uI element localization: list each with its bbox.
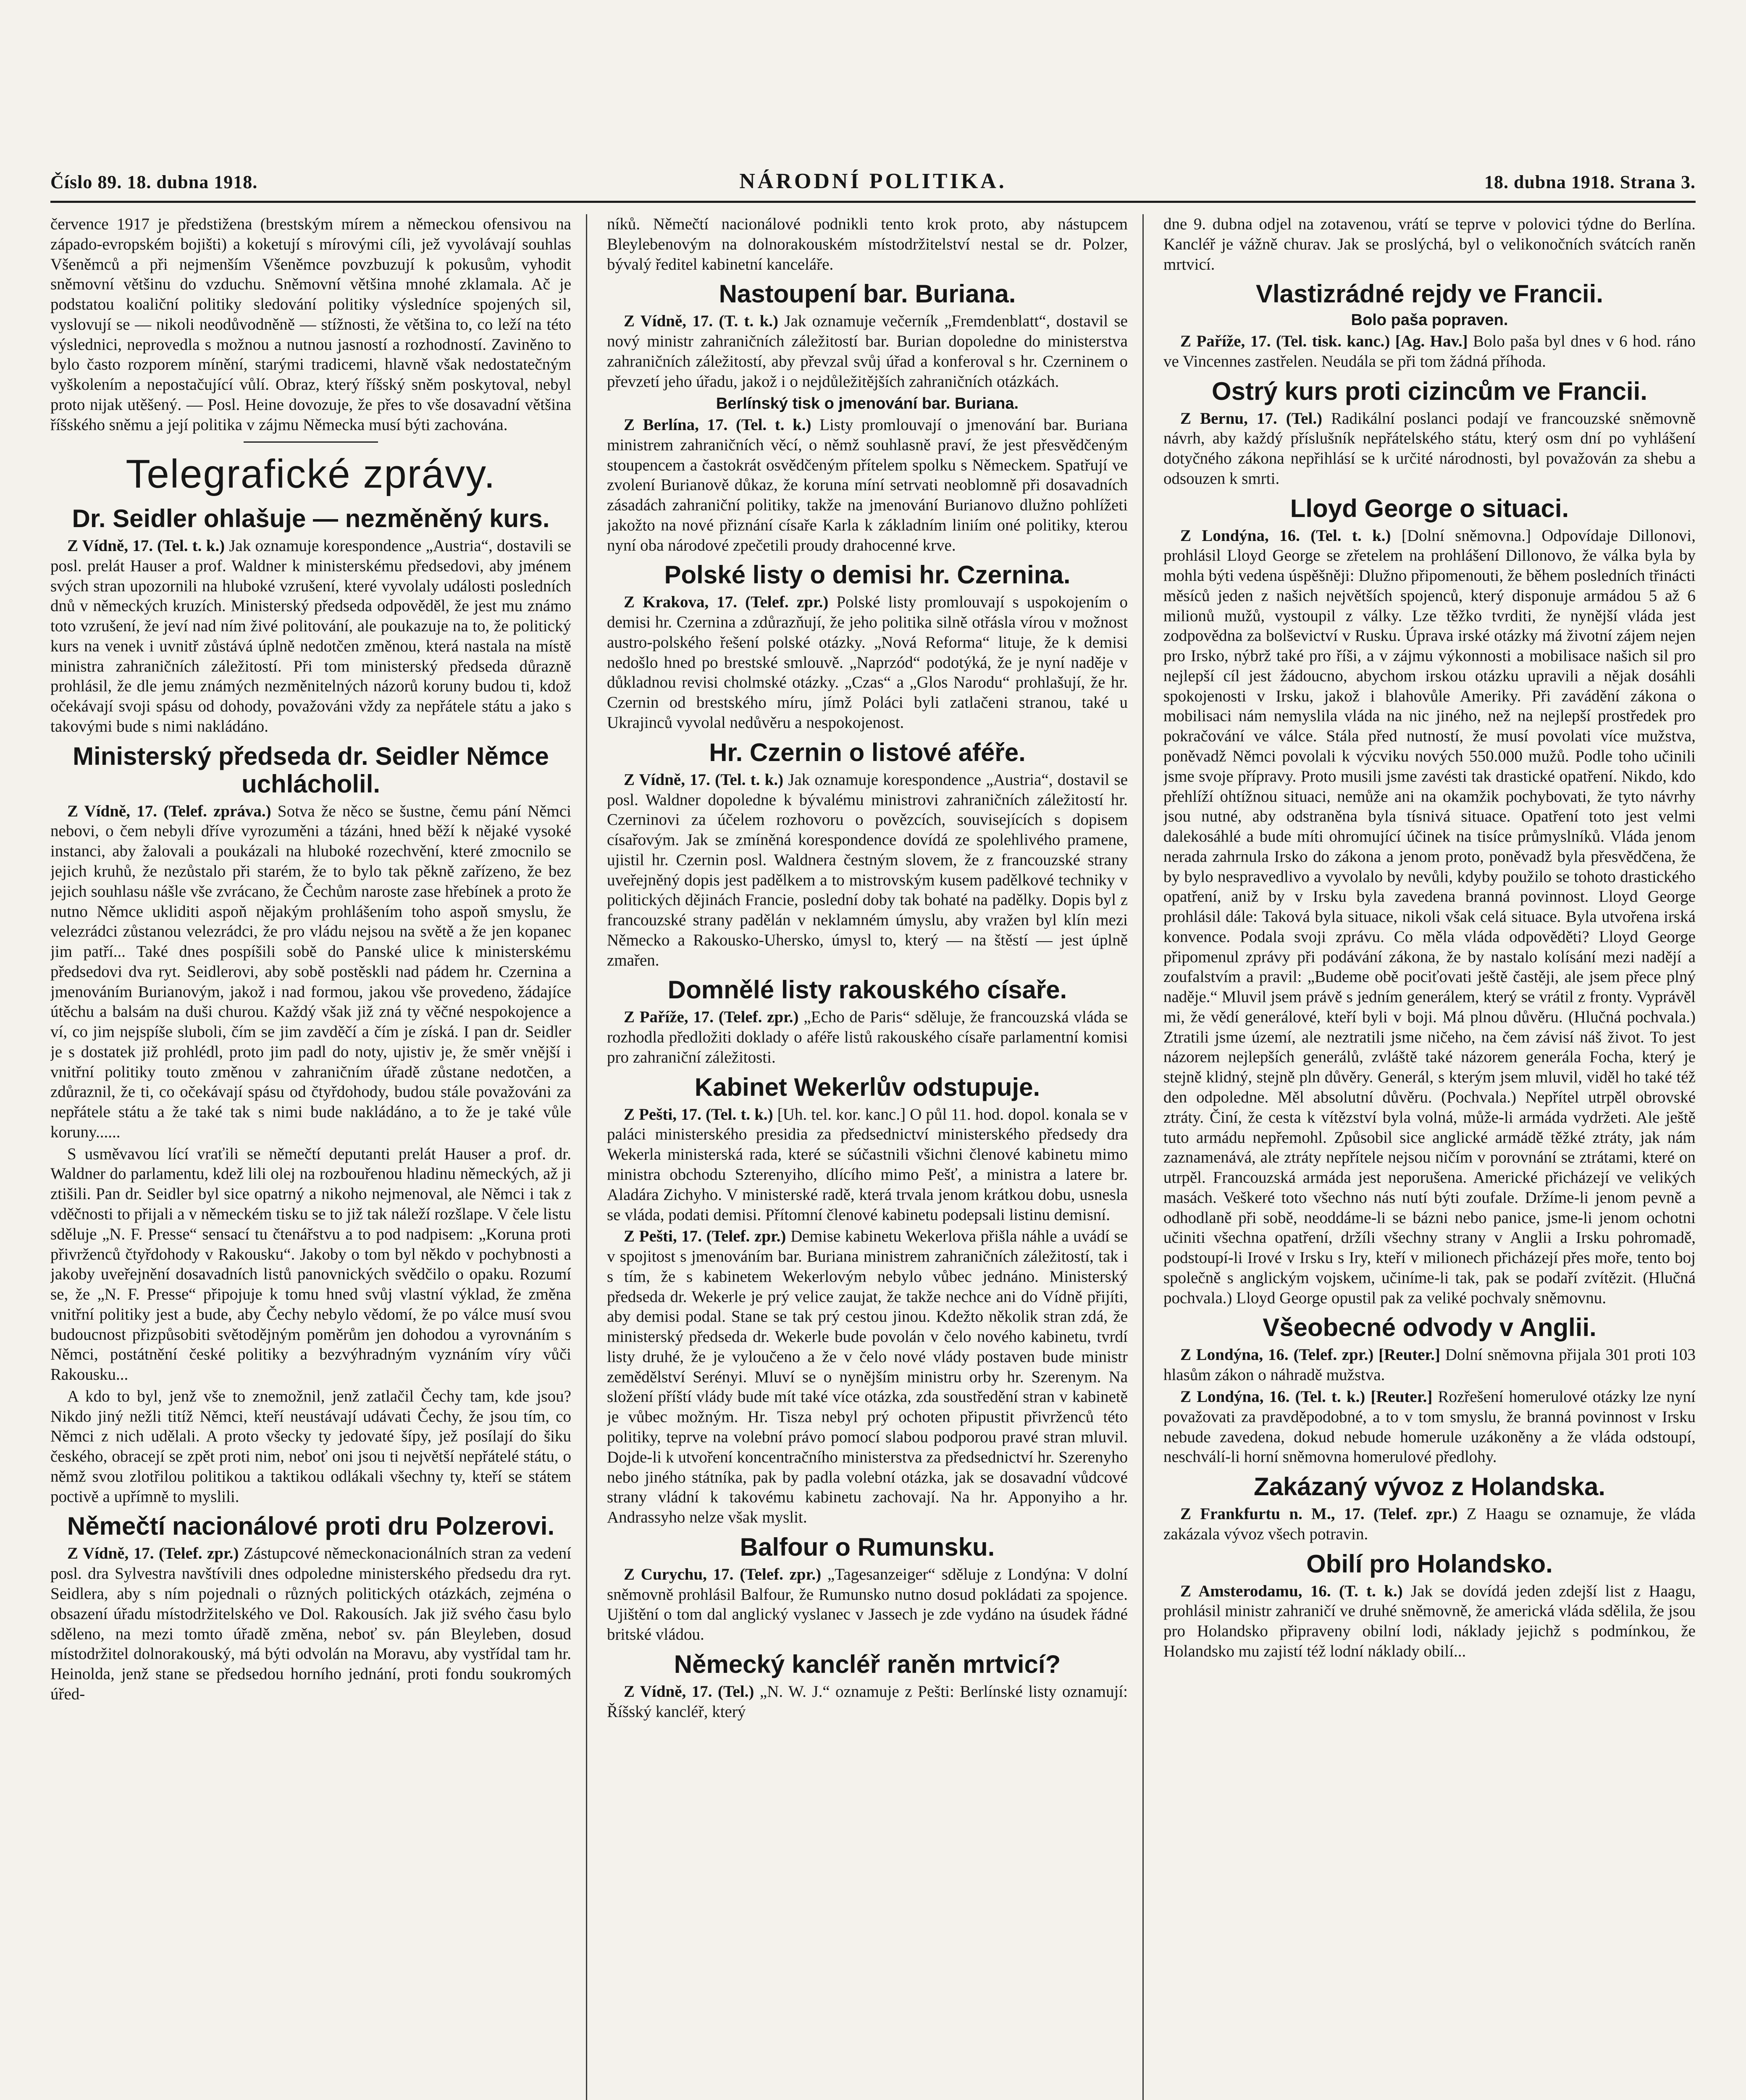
dateline: Z Londýna, 16. (Telef. zpr.) [Reuter.] xyxy=(1180,1346,1441,1364)
section-heading: Telegrafické zprávy. xyxy=(126,452,496,497)
article-text: Jak se dovídá jeden zdejší list z Haagu, prohlásil ministr zahraničí ve druhé sněmovně, že americká vláda sdělila, že jsou pro Holandsko připraveny obilní lodi, náklady jejichž s podmínkou, že Holandsko mu zajistí též lodní náklady obilí... xyxy=(1163,1582,1696,1660)
article-bolo xyxy=(1163,331,1696,372)
dateline: Z Pešti, 17. (Tel. t. k.) xyxy=(624,1105,773,1124)
article-text: Z Haagu se oznamuje, že vláda zakázala vývoz všech potravin. xyxy=(1163,1505,1696,1543)
newspaper-title: NÁRODNÍ POLITIKA. xyxy=(739,169,1007,193)
dateline: Z Amsterodamu, 16. (T. t. k.) xyxy=(1180,1582,1403,1600)
article-text: „Echo de Paris“ sděluje, že francouzská vláda se rozhodla předložiti doklady o aféře listů rakouského císaře parlamentní komisi pro zahraniční záležitosti. xyxy=(607,1008,1128,1066)
headline-conscription: Všeobecné odvody v Anglii. xyxy=(1263,1313,1596,1342)
headline-grain: Obilí pro Holandsko. xyxy=(1306,1549,1553,1578)
article-text: Rozřešení homerulové otázky lze nyní považovati za pravděpodobné, a to v tom smyslu, že branná povinnost v Irsku nebude zavedena, dokud nebude homerule uzákoněny a že vláda odstoupí, neschválí-li horní sněmovna homerulové předlohy. xyxy=(1163,1387,1696,1466)
headline-czernin-letter: Hr. Czernin o listové aféře. xyxy=(709,738,1026,766)
headline-polish-papers: Polské listy o demisi hr. Czernina. xyxy=(664,561,1071,589)
dateline: Z Vídně, 17. (Telef. zpráva.) xyxy=(67,802,271,820)
article-continuation: níků. Němečtí nacionálové podnikli tento krok proto, aby nástupcem Bleylebenovým na dolnorakouském místodržitelství nestal se dr. Polzer, bývalý ředitel kabinetní kanceláře. xyxy=(607,215,1128,273)
article-emperor-letters xyxy=(607,1007,1128,1067)
dateline: Z Pešti, 17. (Telef. zpr.) xyxy=(624,1227,786,1246)
article-berlin-press xyxy=(607,415,1128,555)
article-text: „N. W. J.“ oznamuje z Pešti: Berlínské listy oznamují: Říšský kancléř, který xyxy=(607,1682,1128,1721)
article-foreigners xyxy=(1163,409,1696,489)
article-text: Zástupcové německonacionálních stran za vedení posl. dra Sylvestra navštívili dnes odpoledne ministerského předsedu dra ryt. Seidlera, aby s ním pojednali o různých politických otázkách, zejména o obsazení úřadu místodržitelského ve Dol. Rakousích. Jak již svého času bylo sděleno, na mezi tomto úřadě změna, neboť sv. pán Bleyleben, dosud místodržitel dolnorakouský, má býti odvolán na Moravu, aby vystřídal tam hr. Heinolda, jenž stane se předsedou horního jednání, proti fondu soukromých úřed- xyxy=(50,1544,571,1703)
dateline: Z Vídně, 17. (Telef. zpr.) xyxy=(67,1544,239,1563)
dateline: Z Frankfurtu n. M., 17. (Telef. zpr.) xyxy=(1180,1505,1458,1523)
dateline: Z Bernu, 17. (Tel.) xyxy=(1180,409,1323,428)
dateline: Z Vídně, 17. (Tel. t. k.) xyxy=(67,537,225,555)
article-polzer xyxy=(50,1544,571,1704)
headline-burian: Nastoupení bar. Buriana. xyxy=(719,280,1016,308)
headline-lloyd-george: Lloyd George o situaci. xyxy=(1290,494,1569,522)
article-text: „Tagesanzeiger“ sděluje z Londýna: V dolní sněmovně prohlásil Balfour, že Rumunsko nutno dosud pokládati za spojence. Ujištění o tom dal anglický vyslanec v Jassech je zde vydáno na úsudek řádné britské vládou. xyxy=(607,1565,1128,1644)
article-conscription-2 xyxy=(1163,1387,1696,1467)
article-seidler-nemci xyxy=(50,801,571,1142)
article-text: [Uh. tel. kor. kanc.] O půl 11. hod. dopol. konala se v paláci ministerského presidia za předsednictví ministerského předsedy dra Wekerla ministerská rada, které se súčastnili všichni členové kabinetu mimo ministra obchodu Szterenyiho, dlícího mimo Pešť, a ministra a latere br. Aladára Zichyho. V ministerské radě, která trvala jenom krátkou dobu, usnesla se vláda, podati demisi. Přítomní členové kabinetu podepsali listinu demisní. xyxy=(607,1105,1128,1224)
date-page-number: 18. dubna 1918. Strana 3. xyxy=(1484,172,1696,192)
headline-balfour: Balfour o Rumunsku. xyxy=(740,1533,995,1561)
dateline: Z Berlína, 17. (Tel. t. k.) xyxy=(624,416,811,434)
headline-chancellor: Německý kancléř raněn mrtvicí? xyxy=(674,1650,1061,1678)
headline-wekerle: Kabinet Wekerlův odstupuje. xyxy=(694,1073,1040,1101)
masthead xyxy=(50,171,1696,201)
article-text: Jak oznamuje korespondence „Austria“, dostavili se posl. prelát Hauser a prof. Waldner k ministerskému předsedovi, aby jménem svých stran upozornili na hluboké vzrušení, které vyvolaly události posledních dnů v německých kruzích. Ministerský předseda odpověděl, že jest mu známo toto vzrušení, že jeví nad ním živé politování, ale poukazuje na to, že politický kurs na venek i uvnitř zůstává úplně nedotčen změnou, která nastala na místě ministra zahraničních záležitostí. Při tom ministerský předseda důrazně prohlásil, že dle jemu známých nezměnitelných názorů koruny budou ti, kdož očekávají svoji spásu od dohody, považováni vždy za nepřátele státu a jako s takovými bude s nimi nakládáno. xyxy=(50,537,571,735)
article-burian xyxy=(607,311,1128,391)
article-text: Radikální poslanci podají ve francouzské sněmovně návrh, aby každý příslušník nepřátelského státu, který osm dní po vyhlášení dotyčného zákona nepřihlásí se k určité národnosti, byl považován za shebu a odsouzen k smrti. xyxy=(1163,409,1696,488)
article-grain xyxy=(1163,1581,1696,1662)
article-text: Sotva že něco se šustne, čemu pání Němci nebovi, o čem nebyli dříve vyrozuměni a tázáni, hned běží k nějaké vysoké instanci, aby žalovali a poukázali na hluboké rozechvění, které zmocnilo se jejich kruhů, že nezůstalo při starém, že to bylo tak pěkně zařízeno, že bez jejich souhlasu nášle vše zvrácano, že Čechům naroste zase hřebínek a proto že nutno Němce ukliditi aspoň nějakým prohlášením toho aspoň smyslu, že velezrádci zůstanou velezrádci, že pro vládu nejsou na světě a že jen kopanec jim patří... Také dnes pospíšili sobě do Panské ulice k ministerskému předsedovi dva ryt. Seidlerovi, aby sobě postěskli nad pádem hr. Czernina a jmenováním Burianovým, jakož i nad formou, jakou vše provedeno, žádajíce útěchu a balsám na duši churou. Každý však již zná ty věčné nespokojence a ví, co jim nejspíše sluboli, čím se jim zavděčí a čím je získá. I pan dr. Seidler je s dostatek již prohlédl, proto jim padl do noty, ujistiv je, že směr vnější i vnitřní politiky touto změnou v zahraničním úřadě zůstane nedotčen, a zdůraznil, že ti, co očekávají spásu od čtyřdohody, budou stále považováni za nepřátele státu a že také tak s nimi bude nakládáno, a to že je také vůle koruny...... xyxy=(50,802,571,1141)
article-text: Jak oznamuje večerník „Fremdenblatt“, dostavil se nový ministr zahraničních záležitostí bar. Burian dopoledne do ministerstva zahraničních záležitostí, aby převzal svůj úřad a konferoval s hr. Czerninem o převzetí jeho úřadu, jakož i o nejdůležitějších zahraničních otázkách. xyxy=(607,312,1128,391)
subheadline-berlin-press: Berlínský tisk o jmenování bar. Buriana. xyxy=(716,395,1019,413)
article-text: Listy promlouvají o jmenování bar. Buriana ministrem zahraničních věcí, o němž souhlasně praví, že jest přesvědčeným stoupencem a častokrát osvědčeným přítelem spolku s Německem. Spatřují ve zvolení Burianově důkaz, že koruna míní setrvati neoblomně při dosavadních zásadách zahraniční politiky, takže na jmenování Burianovo dlužno pohlížeti jakožto na nové přiznání císaře Karla k základním liniím oné politiky, kterou nyní oba národové zpečetili proudy drahocenné krve. xyxy=(607,416,1128,554)
article-paragraph: A kdo to byl, jenž vše to znemožnil, jenž zatlačil Čechy tam, kde jsou? Nikdo jiný nežli titíž Němci, kteří neustávají udávati Čechy, že jsou tím, co Němci z nich udělali. A proto všecky ty jedovaté šípy, jež posílají do šiku českého, obracejí se zpět proti nim, neboť oni jsou ti největší nepřátelé státu, o němž svou zlotřilou politikou a taktikou odlákali všechny ty, kteří se státem poctivě a upřímně to myslili. xyxy=(50,1387,571,1506)
article-polish-papers xyxy=(607,592,1128,732)
column-3 xyxy=(1163,214,1696,2100)
dateline: Z Curychu, 17. (Telef. zpr.) xyxy=(624,1565,822,1583)
article-conscription xyxy=(1163,1345,1696,1385)
article-continuation: července 1917 je předstižena (brestským mírem a německou ofensivou na západo-evropském bojišti) a koketují s mírovými cíli, jež vyvolávají souhlas Všeněmců a při nejmenším Všeněmce povzbuzují k pokusům, vyhodit sněmovní většinu do vzduchu. Sněmovní většina mnohé zklamala. Ač je podstatou koaliční politiky sledování politiky výsledníce spojených sil, vyslovují se — nikoli neodůvodněně — stížnosti, že většina to, co leží na této výslednici, neprovedla s možnou a nutnou jasností a rozhodností. Zaviněno to bylo často rozporem mínění, starými tradicemi, hlavně však nedostatečným vyškolením a nepostačující vůlí. Obraz, který říšský sněm poskytoval, nebyl proto nijak utěšený. — Posl. Heine dovozuje, že přes to vše dosavadní většina říšského sněmu a její politika v zájmu Německa musí býti zachována. xyxy=(50,215,571,434)
dateline: Z Londýna, 16. (Tel. t. k.) [Reuter.] xyxy=(1180,1387,1433,1406)
headline-seidler-kurs: Dr. Seidler ohlašuje — nezměněný kurs. xyxy=(72,504,550,533)
article-text: Jak oznamuje korespondence „Austria“, dostavil se posl. Waldner dopoledne k bývalému ministrovi zahraničních záležitostí hr. Czerninovi za účelem rozhovoru o povězcích, souvisejících s dopisem císařovým. Jak se zmíněná korespondence dovídá ze spolehlivého pramene, ujistil hr. Czernin posl. Waldnera čestným slovem, že z francouzské strany uveřejněný dopis jest padělkem a to mistrovským kusem padělkové techniky v politických dějinách Francie, poslední doby tak bohaté na padělky. Dopis byl z francouzské strany padělán v neklamném úmyslu, aby vražen byl klín mezi Německo a Rakousko-Uhersko, úmysl to, který — na štěstí — jest úplně zmařen. xyxy=(607,770,1128,969)
subheadline-bolo: Bolo paša popraven. xyxy=(1351,311,1508,329)
headline-foreigners: Ostrý kurs proti cizincům ve Francii. xyxy=(1212,377,1647,405)
article-wekerle-2 xyxy=(607,1226,1128,1527)
headline-export-ban: Zakázaný vývoz z Holandska. xyxy=(1253,1473,1605,1501)
dateline: Z Paříže, 17. (Tel. tisk. kanc.) [Ag. Hav.] xyxy=(1180,332,1468,350)
dateline: Z Vídně, 17. (Tel. t. k.) xyxy=(624,770,784,789)
article-text: Demise kabinetu Wekerlova přišla náhle a uvádí se v spojitost s jmenováním bar. Buriana ministrem zahraničních záležitostí, tak i s tím, že s kabinetem Wekerlovým nebylo vůbec jednáno. Ministerský předseda dr. Wekerle je prý velice zaujat, že takže nechce ani do Vídně přijíti, aby demisi podal. Stane se tak prý cestou jinou. Kdežto několik stran zdá, že ministerský předseda dr. Wekerle bude povolán v čelo nového kabinetu, tvrdí listy druhé, že je vyloučeno a že v čelo nové vlády postaven bude ministr zemědělství Serényi. Mluví se o nynějším ministru orby hr. Szerenym. Na složení příští vlády bude mít také více otázka, zda soustředění stran v kabinetě je vůbec možným. Hr. Tisza nebyl prý ochoten připustit přivrženců této politiky, teprve na volební právo pomocí slabou podporou pravé stran mluvil. Dojde-li k utvoření koncentračního ministerstva za předsednictví hr. Szerenyho nebo jiného státníka, pak by padla volební otázka, jak se dosavadní vůdcové strany vládní k takovému kabinetu zachovají. Na hr. Apponyiho a hr. Andrassyho nelze však myslit. xyxy=(607,1227,1128,1527)
article-seidler-kurs xyxy=(50,536,571,737)
headline-france-treason: Vlastizrádné rejdy ve Francii. xyxy=(1255,280,1604,308)
article-continuation: dne 9. dubna odjel na zotavenou, vrátí se teprve v polovici týdne do Berlína. Kancléř je vážně churav. Jak se proslýchá, byl o velikonočních svátcích raněn mrtvicí. xyxy=(1163,215,1696,273)
dateline: Z Paříže, 17. (Telef. zpr.) xyxy=(624,1008,799,1026)
masthead-rule xyxy=(50,201,1696,203)
headline-emperor-letters: Domnělé listy rakouského císaře. xyxy=(667,976,1067,1004)
column-divider-2 xyxy=(1142,214,1144,2100)
article-wekerle xyxy=(607,1105,1128,1225)
column-1 xyxy=(50,214,571,2100)
article-chancellor xyxy=(607,1682,1128,1722)
headline-seidler-nemci: Ministerský předseda dr. Seidler Němce uchlácholil. xyxy=(73,742,549,798)
dateline: Z Londýna, 16. (Tel. t. k.) xyxy=(1180,526,1391,545)
dateline: Z Krakova, 17. (Telef. zpr.) xyxy=(624,593,829,612)
headline-polzer: Němečtí nacionálové proti dru Polzerovi. xyxy=(67,1512,555,1541)
column-2 xyxy=(607,214,1128,2100)
article-czernin-letter xyxy=(607,770,1128,971)
dateline: Z Vídně, 17. (Tel.) xyxy=(624,1682,754,1701)
article-paragraph: S usměvavou lící vraťili se němečtí deputanti prelát Hauser a prof. dr. Waldner do parlamentu, kdež lili olej na rozbouřenou hladinu německých, až ji ztišili. Pan dr. Seidler byl sice opatrný a nikoho nejmenoval, ale Němci i tak z vděčnosti to přijali a v německém tisku se to již tak náleží rozšlape. V čele listu sděluje „N. F. Presse“ sensací tu čtenářstvu a to pod nadpisem: „Koruna proti přivrženců čtyřdohody v Rakousku“. Jakoby o tom byl někdo v pochybnosti a jakoby uveřejnění dosavadních listů panovnických svědčilo o opaku. Rozumí se, že „N. F. Presse“ připojuje k tomu hned svůj vlastní výklad, že změna vnitřní politiky jest a bude, aby Čechy nebylo vědomí, že po válce musí svou budoucnost přizpůsobiti světodějným poměrům jen dohodou a vyrovnáním s Němci, postátnění české politiky a bezvýhradným vyznáním víry vůči Rakousku... xyxy=(50,1144,571,1384)
article-text: [Dolní sněmovna.] Odpovídaje Dillonovi, prohlásil Lloyd George se zřetelem na prohlášení Dillonovo, že válka byla by mohla býti vedena úspěšněji: Dlužno připomenouti, že během posledních třinácti měsíců jeden z našich největších spojenců, který disponuje armádou 5 až 6 milionů mužů, vystoupil z války. Lze těžko tvrditi, že nynější vláda jest zodpovědna za bolševictví v Rusku. Úprava irské otázky má životní zájem nejen pro Irsko, nýbrž také pro říši, a v zájmu výkonnosti a mobilisace našich sil pro nejlepší cíl jest žádoucno, abychom irskou otázku upravili a nějak dosáhli spokojenosti v Irsku, jakož i blahovůle Ameriky. Při zavádění zákona o mobilisaci nám nemyslila vláda na nic jiného, než na nejlepší prostředek pro pokračování ve válce. Stála před nutností, že musí povolati více mužstva, poněvadž Němci povolali k výcviku nových 550.000 mužů. Podle toho učinili jsme svoje přípravy. Proto musili jsme zavésti tak drastické opatření. Nikdo, kdo přehlíží ohtížnou situaci, nemůže ani na okamžik pochybovati, že tyto návrhy jsou nutné, aby odstraněna byla tísnivá situace. Opatření toto jest velmi dalekosáhlé a bude míti ohromující účinek na tisíce průmyslníků. Vláda jenom nerada zahrnula Irsko do zákona a jenom proto, poněvadž byla přesvědčena, že by bylo nespravedlivo a vyvolalo by nevůli, kdyby použilo se tohoto drastického opatření, aniž by v Irsku byla zavedena branná povinnost. Lloyd George prohlásil dále: Taková byla situace, nikoli však celá situace. Byla utvořena irská konvence. Podala svoji zprávu. Co měla vláda odpověděti? Lloyd George připomenul zprávy při podávání zákona, že by nastalo kolísání mezi nadějí a zoufalstvím a pravil: „Budeme obě pociťovati ještě častěji, ale jsem přece plný naděje.“ Mluvil jsem právě s jedním generálem, který se vrátil z fronty. Vyprávěl mi, že vědí generálové, kteří byli v boji. Má plnou důvěru. (Hlučná pochvala.) Ztratili jsme území, ale neztratili jsme ničeho, na čem závisí náš život. To jest názorem nejlepších generálů, zvláště také názorem generála Focha, který je stejně klidný, stejně pln důvěry. Generál, s kterým jsem mluvil, viděl ho také též den odpoledne. Měl absolutní důvěru. (Pochvala.) Nepřítel utrpěl obrovské ztráty. Činí, že cesta k vítězství byla volná, může-li armáda vydržeti. Ale ještě tuto armádu nepřemohl. Způsobil sice anglické armádě těžké ztráty, jak nám zaznamenává, ale ztráty nepřítele nejsou ničím v porovnání se ztrátami, které on utrpěl. Francouzská armáda jest neporušena. Americké přicházejí ve velikých masách. Veškeré toto všechno nás nutí býti zoufale. Držíme-li jenom pevně a odhodlaně při sobě, neoddáme-li se bázni nebo panice, jsme-li jenom ochotni učiniti všechna opatření, držíli všechny strany v Anglii a Irsku pohromadě, podstoupí-li Irové v Irsku s Iry, kteří v milionech přicházejí přes moře, tento boj společně s anglickým vojskem, učiníme-li tak, pak se podaří zvítězit. (Hlučná pochvala.) Lloyd George opustil pak za veliké pochvaly sněmovnu. xyxy=(1163,526,1696,1307)
article-text: Dolní sněmovna přijala 301 proti 103 hlasům zákon o náhradě mužstva. xyxy=(1163,1346,1696,1384)
dateline: Z Vídně, 17. (T. t. k.) xyxy=(624,312,779,331)
article-export-ban xyxy=(1163,1504,1696,1544)
article-text: Polské listy promlouvají s uspokojením o demisi hr. Czernina a zdůrazňují, že jeho politika silně otřásla vírou v možnost austro-polského řešení polské otázky. „Nová Reforma“ lituje, že k demisi nedošlo hned po brestské smlouvě. „Naprzód“ podotýká, že je nyní naděje v důkladnou revisi cholmské otázky. „Czas“ a „Glos Narodu“ prohlašují, že hr. Czernin od brestského míru, jímž Poláci byli zatlačeni stranou, také u Ukrajinců vyvolal nedůvěru a nespokojenost. xyxy=(607,593,1128,732)
column-divider-1 xyxy=(586,214,587,2100)
article-text: Bolo paša byl dnes v 6 hod. ráno ve Vincennes zastřelen. Neudála se při tom žádná příhoda. xyxy=(1163,332,1696,370)
article-lloyd-george xyxy=(1163,526,1696,1308)
article-balfour xyxy=(607,1564,1128,1645)
issue-number-date: Číslo 89. 18. dubna 1918. xyxy=(50,172,258,192)
separator-rule xyxy=(244,441,378,443)
